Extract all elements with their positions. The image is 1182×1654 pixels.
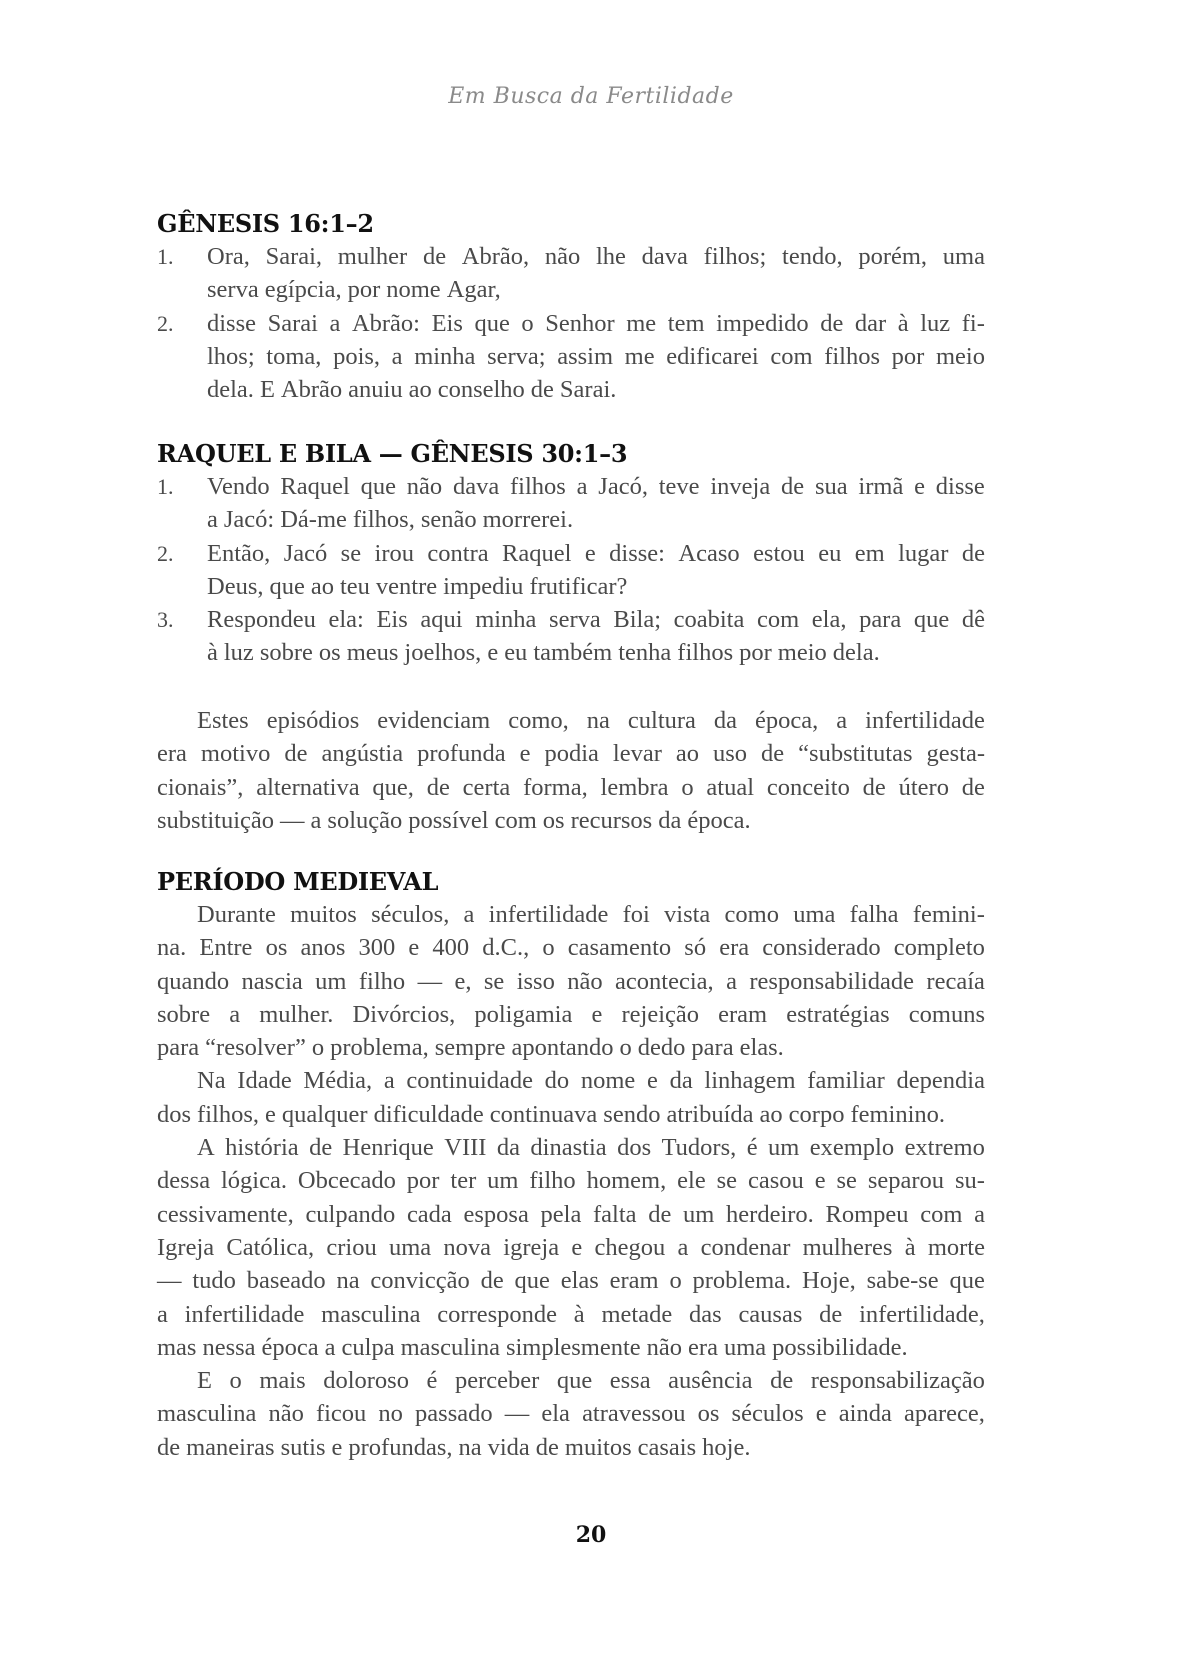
text-line: A história de Henrique VIII da dinastia dos Tudors, é um exemplo extremo [197, 1134, 985, 1162]
text-line: Vendo Raquel que não dava filhos a Jacó, teve inveja de sua irmã e disse [207, 473, 985, 500]
text-line: serva egípcia, por nome Agar, [207, 276, 501, 304]
text-line: substituição — a solução possível com os recursos da época. [157, 806, 751, 834]
text-line: na. Entre os anos 300 e 400 d.C., o casamento só era considerado completo [157, 934, 985, 962]
verse-item [157, 603, 985, 670]
verse-number: 3. [157, 607, 174, 633]
text-line: de maneiras sutis e profundas, na vida de muitos casais hoje. [157, 1433, 751, 1461]
verse-number: 2. [157, 540, 174, 566]
commentary-paragraph [157, 704, 985, 837]
text-line: lhos; toma, pois, a minha serva; assim me edificarei com filhos por meio [207, 342, 985, 370]
running-head: Em Busca da Fertilidade [448, 84, 734, 109]
text-line: Na Idade Média, a continuidade do nome e da linhagem familiar dependia [197, 1067, 985, 1095]
text-line: cessivamente, culpando cada esposa pela falta de um herdeiro. Rompeu com a [157, 1200, 985, 1228]
text-line: a infertilidade masculina corresponde à metade das causas de infertilidade, [157, 1300, 985, 1328]
section-heading: RAQUEL E BILA — GÊNESIS 30:1–3 [157, 439, 628, 468]
verse-item [157, 307, 985, 407]
text-line: masculina não ficou no passado — ela atravessou os séculos e ainda aparece, [157, 1400, 985, 1428]
section-medieval [157, 866, 985, 1464]
text-line: quando nascia um filho — e, se isso não acontecia, a responsabilidade recaía [157, 967, 985, 995]
text-line: Respondeu ela: Eis aqui minha serva Bila; coabita com ela, para que dê [207, 606, 985, 634]
text-line: dessa lógica. Obcecado por ter um filho homem, ele se casou e se separou su- [157, 1167, 985, 1195]
text-line: Igreja Católica, criou uma nova igreja e chegou a condenar mulheres à morte [157, 1233, 985, 1261]
text-line: era motivo de angústia profunda e podia levar ao uso de “substitutas gesta- [157, 740, 985, 768]
verse-number: 2. [157, 310, 174, 336]
text-line: a Jacó: Dá-me filhos, senão morrerei. [207, 506, 574, 534]
text-line: cionais”, alternativa que, de certa forma, lembra o atual conceito de útero de [157, 773, 985, 801]
verse-list [157, 470, 985, 670]
section-genesis-16 [157, 208, 985, 406]
text-line: dela. E Abrão anuiu ao conselho de Sarai. [207, 376, 617, 404]
verse-number: 1. [157, 474, 174, 499]
section-heading: PERÍODO MEDIEVAL [157, 867, 439, 896]
page-number: 20 [575, 1522, 607, 1548]
text-line: Estes episódios evidenciam como, na cultura da época, a infertilidade [197, 707, 985, 734]
verse-item [157, 470, 985, 537]
text-line: Durante muitos séculos, a infertilidade foi vista como uma falha femini- [197, 901, 985, 928]
text-line: mas nessa época a culpa masculina simplesmente não era uma possibilidade. [157, 1333, 908, 1361]
verse-item [157, 537, 985, 604]
text-line: para “resolver” o problema, sempre apontando o dedo para elas. [157, 1034, 784, 1062]
verse-item [157, 240, 985, 307]
text-line: E o mais doloroso é perceber que essa ausência de responsabilização [197, 1367, 985, 1395]
medieval-body [157, 898, 985, 1464]
text-line: Ora, Sarai, mulher de Abrão, não lhe dava filhos; tendo, porém, uma [207, 243, 985, 270]
text-line: disse Sarai a Abrão: Eis que o Senhor me tem impedido de dar à luz fi- [207, 309, 985, 337]
text-line: Deus, que ao teu ventre impediu frutificar? [207, 572, 628, 600]
section-genesis-30 [157, 438, 985, 670]
verse-number: 1. [157, 244, 174, 269]
text-line: sobre a mulher. Divórcios, poligamia e rejeição eram estratégias comuns [157, 1000, 985, 1028]
text-line: Então, Jacó se irou contra Raquel e disse: Acaso estou eu em lugar de [207, 539, 985, 567]
text-line: dos filhos, e qualquer dificuldade continuava sendo atribuída ao corpo feminino. [157, 1100, 946, 1128]
text-line: — tudo baseado na convicção de que elas eram o problema. Hoje, sabe-se que [157, 1267, 985, 1295]
text-line: à luz sobre os meus joelhos, e eu também tenha filhos por meio dela. [207, 639, 880, 667]
section-heading: GÊNESIS 16:1–2 [157, 209, 374, 238]
verse-list [157, 240, 985, 406]
